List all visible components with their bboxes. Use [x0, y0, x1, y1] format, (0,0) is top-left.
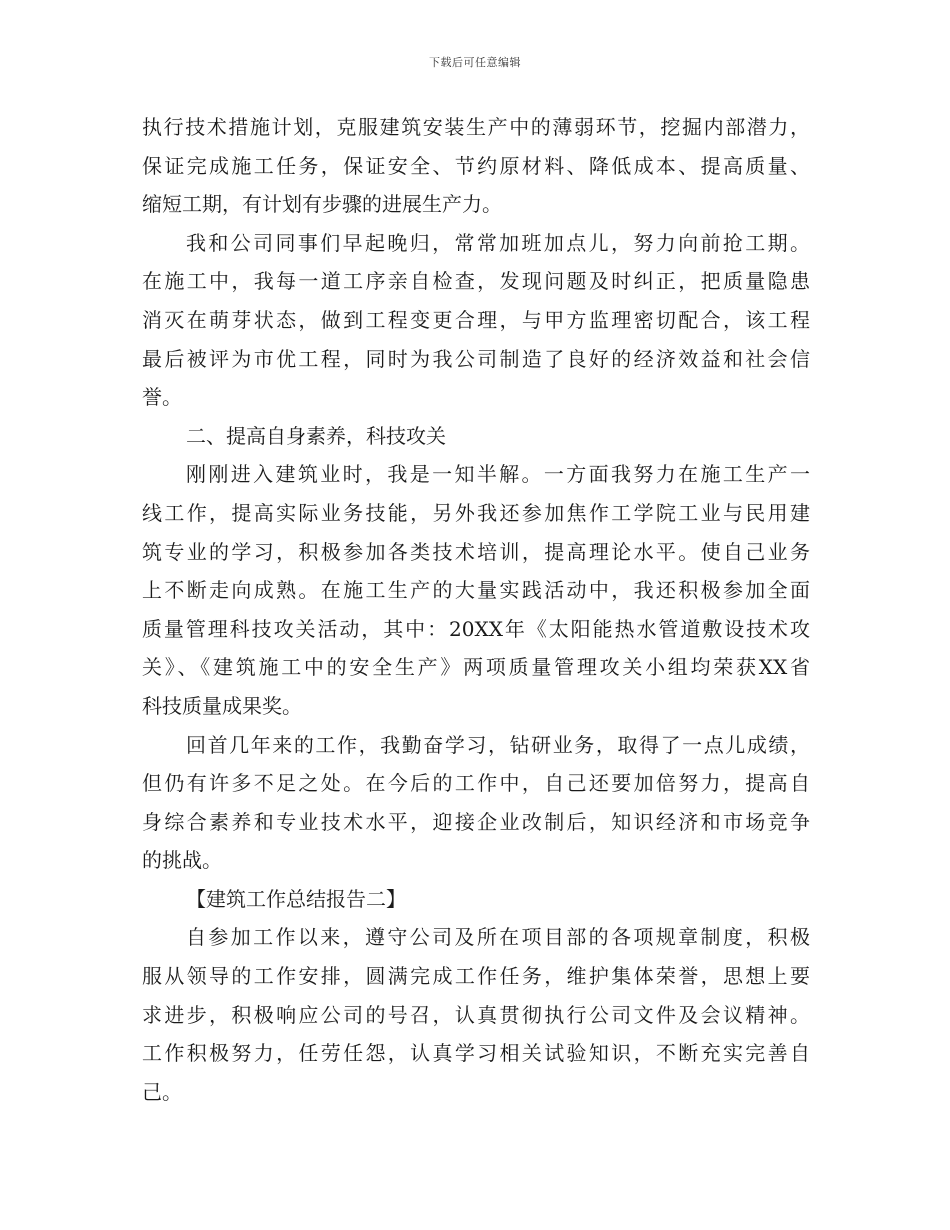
text-line: 工作积极努力，任劳任怨，认真学习相关试验知识，不断充实完善自 [142, 1041, 810, 1066]
text-line: 科技质量成果奖。 [142, 693, 302, 718]
page-header: 下载后可任意编辑 [429, 56, 521, 69]
text-line: 【建筑工作总结报告二】 [186, 886, 406, 911]
text-line: 执行技术措施计划，克服建筑安装生产中的薄弱环节，挖掘内部潜力， [142, 115, 810, 139]
text-line: 最后被评为市优工程，同时为我公司制造了良好的经济效益和社会信 [142, 346, 810, 371]
text-line: 关》、《建筑施工中的安全生产》两项质量管理攻关小组均荣获XX省 [142, 655, 810, 680]
text-line: 誉。 [142, 385, 182, 410]
text-line: 回首几年来的工作，我勤奋学习，钻研业务，取得了一点儿成绩， [186, 732, 810, 757]
text-line: 线工作，提高实际业务技能，另外我还参加焦作工学院工业与民用建 [142, 500, 810, 525]
text-line: 筑专业的学习，积极参加各类技术培训，提高理论水平。使自己业务 [142, 539, 810, 564]
text-line: 自参加工作以来，遵守公司及所在项目部的各项规章制度，积极 [186, 925, 810, 950]
text-line: 消灭在萌芽状态，做到工程变更合理，与甲方监理密切配合，该工程 [142, 307, 810, 332]
text-line: 二、提高自身素养，科技攻关 [186, 423, 446, 448]
text-line: 服从领导的工作安排，圆满完成工作任务，维护集体荣誉，思想上要 [142, 964, 810, 989]
document-body [142, 108, 810, 1111]
text-line: 但仍有许多不足之处。在今后的工作中，自己还要加倍努力，提高自 [142, 771, 810, 796]
text-line: 上不断走向成熟。在施工生产的大量实践活动中，我还积极参加全面 [142, 578, 810, 603]
text-line: 己。 [142, 1079, 182, 1104]
text-line: 我和公司同事们早起晚归，常常加班加点儿，努力向前抢工期。 [186, 230, 810, 255]
text-line: 刚刚进入建筑业时，我是一知半解。一方面我努力在施工生产一 [186, 462, 810, 487]
text-line: 求进步，积极响应公司的号召，认真贯彻执行公司文件及会议精神。 [142, 1002, 810, 1027]
text-line: 缩短工期，有计划有步骤的进展生产力。 [142, 192, 502, 217]
text-line: 质量管理科技攻关活动，其中：20XX年《太阳能热水管道敷设技术攻 [142, 616, 810, 641]
text-line: 的挑战。 [142, 848, 222, 873]
text-line: 身综合素养和专业技术水平，迎接企业改制后，知识经济和市场竞争 [142, 809, 810, 834]
text-line: 在施工中，我每一道工序亲自检查，发现问题及时纠正，把质量隐患 [142, 269, 810, 294]
text-line: 保证完成施工任务，保证安全、节约原材料、降低成本、提高质量、 [142, 153, 810, 178]
